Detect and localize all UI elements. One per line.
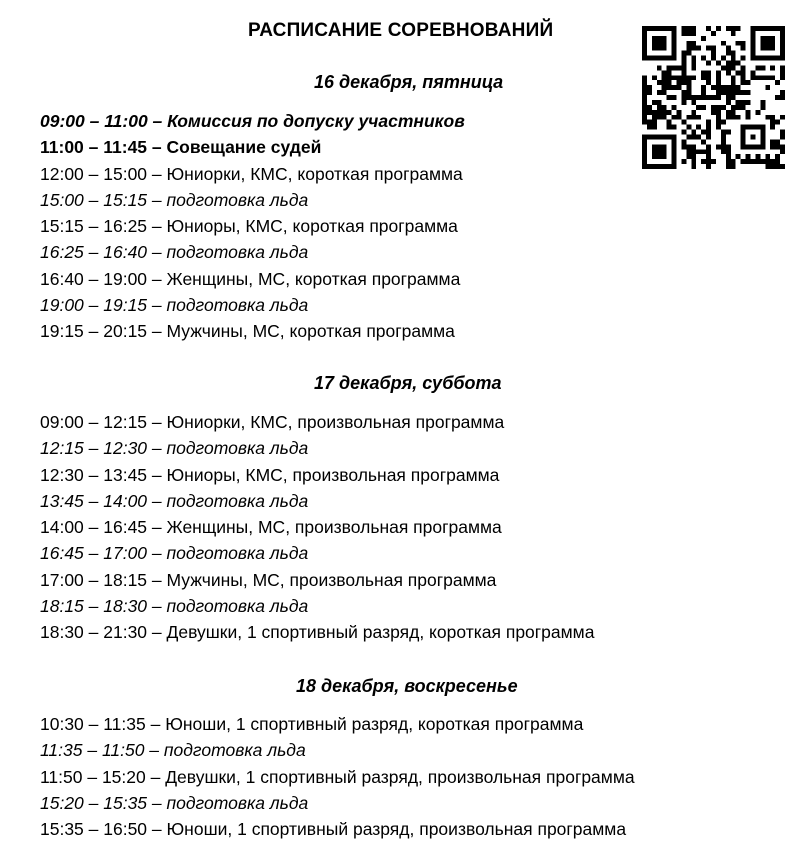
schedule-row: 09:00 – 12:15 – Юниорки, КМС, произвольная программа — [40, 412, 505, 432]
schedule-row: 12:30 – 13:45 – Юниоры, КМС, произвольная программа — [40, 464, 500, 485]
schedule-row: 15:35 – 16:50 – Юноши, 1 спортивный разряд, произвольная программа — [40, 819, 627, 840]
schedule-row: 19:15 – 20:15 – Мужчины, МС, короткая программа — [40, 321, 455, 342]
day-heading: 16 декабря, пятница — [314, 72, 504, 92]
ice-prep-row: 19:00 – 19:15 – подготовка льда — [40, 295, 309, 316]
schedule-row: 14:00 – 16:45 – Женщины, МС, произвольная программа — [40, 517, 502, 538]
schedule-row: 11:00 – 11:45 – Совещание судей — [40, 137, 322, 158]
day-heading: 17 декабря, суббота — [314, 373, 502, 393]
schedule-list — [40, 108, 465, 345]
ice-prep-row: 13:45 – 14:00 – подготовка льда — [40, 490, 309, 511]
schedule-row: 16:40 – 19:00 – Женщины, МС, короткая программа — [40, 268, 461, 289]
schedule-row: 10:30 – 11:35 – Юноши, 1 спортивный разряд, короткая программа — [40, 714, 584, 734]
schedule-row: 09:00 – 11:00 – Комиссия по допуску участников — [40, 111, 465, 131]
ice-prep-row: 11:35 – 11:50 – подготовка льда — [40, 740, 306, 761]
ice-prep-row: 16:25 – 16:40 – подготовка льда — [40, 242, 309, 263]
day-heading: 18 декабря, воскресенье — [296, 676, 518, 696]
ice-prep-row: 15:20 – 15:35 – подготовка льда — [40, 792, 309, 813]
ice-prep-row: 18:15 – 18:30 – подготовка льда — [40, 596, 309, 617]
qr-code-icon — [642, 26, 785, 169]
schedule-list — [40, 711, 635, 842]
schedule-row: 11:50 – 15:20 – Девушки, 1 спортивный разряд, произвольная программа — [40, 766, 635, 787]
ice-prep-row: 15:00 – 15:15 – подготовка льда — [40, 189, 309, 210]
page-title: РАСПИСАНИЕ СОРЕВНОВАНИЙ — [248, 20, 554, 41]
ice-prep-row: 12:15 – 12:30 – подготовка льда — [40, 438, 309, 459]
schedule-row: 12:00 – 15:00 – Юниорки, КМС, короткая программа — [40, 163, 463, 184]
ice-prep-row: 16:45 – 17:00 – подготовка льда — [40, 543, 309, 564]
schedule-row: 18:30 – 21:30 – Девушки, 1 спортивный разряд, короткая программа — [40, 622, 595, 643]
schedule-row: 17:00 – 18:15 – Мужчины, МС, произвольная программа — [40, 569, 497, 590]
schedule-list — [40, 409, 594, 646]
schedule-row: 15:15 – 16:25 – Юниоры, КМС, короткая программа — [40, 216, 458, 237]
